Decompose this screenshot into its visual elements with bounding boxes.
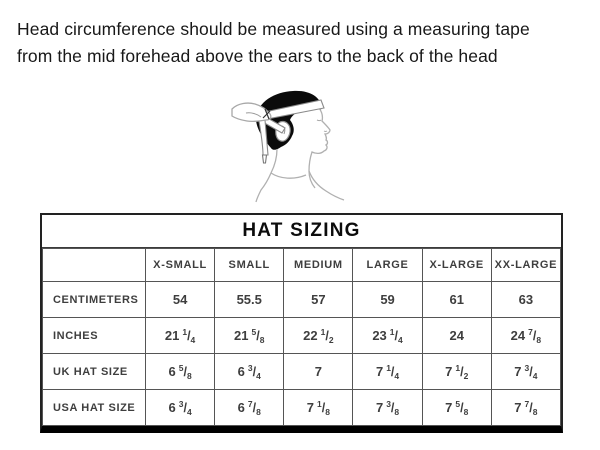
column-header-x-large: X-LARGE [422, 249, 491, 282]
tape-end-clip [263, 155, 267, 163]
sizing-grid [42, 248, 561, 426]
shoulder-line [309, 171, 344, 200]
size-value-cell: 7 $^1/_8$ [284, 390, 353, 426]
size-value-cell: 57 [284, 282, 353, 318]
column-header-large: LARGE [353, 249, 422, 282]
size-value-cell: 7 $^7/_8$ [491, 390, 560, 426]
table-title: HAT SIZING [42, 215, 561, 248]
size-value-cell: 21 $^1/_4$ [146, 318, 215, 354]
table-row-uk-hat-size [43, 354, 561, 390]
column-header-x-small: X-SMALL [146, 249, 215, 282]
row-label: CENTIMETERS [43, 282, 146, 318]
size-header-row [43, 249, 561, 282]
collar-line [271, 173, 306, 178]
corner-cell [43, 249, 146, 282]
face-outline [309, 108, 330, 188]
size-value-cell: 6 $^3/_4$ [146, 390, 215, 426]
size-value-cell: 59 [353, 282, 422, 318]
size-value-cell: 24 [422, 318, 491, 354]
size-value-cell: 7 $^5/_8$ [422, 390, 491, 426]
instructions-line-1: Head circumference should be measured using a measuring tape [17, 19, 530, 39]
eye-line [317, 120, 321, 121]
size-value-cell: 6 $^5/_8$ [146, 354, 215, 390]
size-value-cell: 7 [284, 354, 353, 390]
size-value-cell: 54 [146, 282, 215, 318]
head-with-measuring-tape-illustration [220, 88, 380, 207]
table-row-inches [43, 318, 561, 354]
instructions-line-2: from the mid forehead above the ears to the back of the head [17, 46, 498, 66]
column-header-medium: MEDIUM [284, 249, 353, 282]
size-value-cell: 61 [422, 282, 491, 318]
row-label: UK HAT SIZE [43, 354, 146, 390]
column-header-xx-large: XX-LARGE [491, 249, 560, 282]
size-value-cell: 23 $^1/_4$ [353, 318, 422, 354]
size-value-cell: 7 $^1/_4$ [353, 354, 422, 390]
size-value-cell: 7 $^1/_2$ [422, 354, 491, 390]
size-value-cell: 6 $^7/_8$ [215, 390, 284, 426]
row-label: USA HAT SIZE [43, 390, 146, 426]
size-value-cell: 63 [491, 282, 560, 318]
hat-sizing-table [40, 213, 563, 433]
column-header-small: SMALL [215, 249, 284, 282]
size-value-cell: 6 $^3/_4$ [215, 354, 284, 390]
size-value-cell: 7 $^3/_8$ [353, 390, 422, 426]
size-value-cell: 55.5 [215, 282, 284, 318]
table-row-usa-hat-size [43, 390, 561, 426]
size-value-cell: 21 $^5/_8$ [215, 318, 284, 354]
head-illustration-svg [220, 88, 380, 207]
size-value-cell: 24 $^7/_8$ [491, 318, 560, 354]
size-value-cell: 7 $^3/_4$ [491, 354, 560, 390]
row-label: INCHES [43, 318, 146, 354]
measurement-instructions [17, 16, 589, 70]
size-value-cell: 22 $^1/_2$ [284, 318, 353, 354]
table-row-centimeters [43, 282, 561, 318]
